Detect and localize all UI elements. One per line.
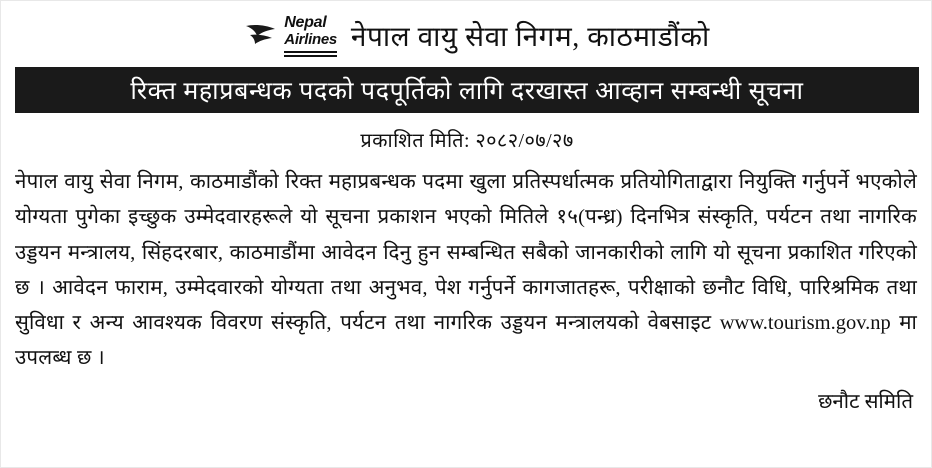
- nepal-airlines-logo: [244, 15, 337, 57]
- ministry-website-url: www.tourism.gov.np: [719, 312, 891, 334]
- notice-title: रिक्त महाप्रबन्धक पदको पदपूर्तिको लागि दरखास्त आव्हान सम्बन्धी सूचना: [130, 78, 804, 105]
- signature-line: छनौट समिति: [818, 390, 913, 413]
- notice-body: [15, 165, 919, 377]
- notice-body-text: नेपाल वायु सेवा निगम, काठमाडौंको रिक्त महाप्रबन्धक पदमा खुला प्रतिस्पर्धात्मक प्रतियोगिताद्वारा नियुक्ति गर्नुपर्ने भएकोले योग्यता पुगेका इच्छुक उम्मेदवारहरूले यो सूचना प्रकाशन भएको मितिले १५(पन्ध्र) दिनभित्र संस्कृति, पर्यटन तथा नागरिक उड्डयन मन्त्रालय, सिंहदरबार, काठमाडौंमा आवेदन दिनु हुन सम्बन्धित सबैको जानकारीको लागि यो सूचना प्रकाशित गरिएको छ । आवेदन फाराम, उम्मेदवारको योग्यता तथा अनुभव, पेश गर्नुपर्ने कागजातहरू, परीक्षाको छनौट विधि, पारिश्रमिक तथा सुविधा र अन्य आवश्यक विवरण संस्कृति, पर्यटन तथा नागरिक उड्डयन मन्त्रालयको वेबसाइट: [15, 171, 917, 334]
- logo-line-1: Nepal: [284, 14, 327, 31]
- nepal-airlines-bird-logo-icon: [244, 23, 278, 49]
- publish-date: प्रकाशित मिति: २०८२/०७/२७: [360, 130, 574, 152]
- document-header: [15, 11, 919, 61]
- logo-rule-lines: [284, 49, 337, 57]
- logo-line-2: Airlines: [284, 31, 337, 48]
- nepal-airlines-wordmark: [284, 15, 337, 57]
- organization-name: नेपाल वायु सेवा निगम, काठमाडौंको: [350, 22, 710, 53]
- document-inner: [15, 11, 919, 457]
- notice-title-bar: [15, 67, 919, 113]
- notice-body-tail: मा उपलब्ध छ ।: [15, 312, 917, 370]
